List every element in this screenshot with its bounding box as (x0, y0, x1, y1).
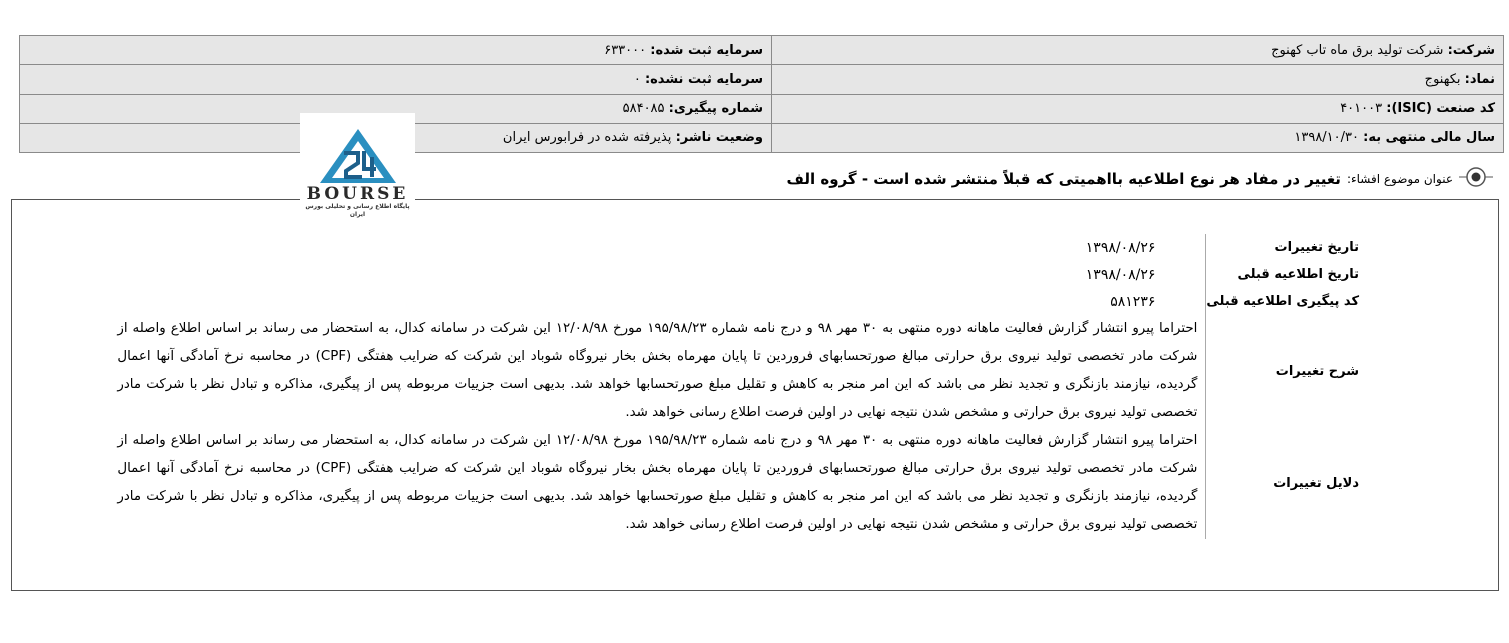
info-row (20, 65, 1504, 94)
info-row (20, 36, 1504, 65)
publisher-status-value: پذیرفته شده در فرابورس ایران (502, 130, 672, 146)
prev-tracking-code-label: کد پیگیری اطلاعیه قبلی (1206, 288, 1367, 315)
publisher-status-label: وضعیت ناشر: (675, 130, 763, 146)
bourse-logo-icon (318, 127, 398, 185)
change-description-label: شرح تغییرات (1206, 315, 1367, 427)
symbol-cell (772, 65, 1504, 94)
unregistered-capital-value: ۰ (633, 71, 641, 87)
symbol-label: نماد: (1464, 71, 1495, 87)
isic-label: کد صنعت (ISIC): (1386, 101, 1495, 117)
fiscal-year-label: سال مالی منتهی به: (1363, 130, 1495, 146)
detail-row (117, 288, 1367, 315)
fiscal-year-cell (772, 123, 1504, 152)
prev-tracking-code-value: ۵۸۱۲۳۶ (1110, 293, 1156, 310)
change-reasons-cell (117, 427, 1206, 539)
logo-subtitle: پایگاه اطلاع رسانی و تحلیلی بورس ایران (305, 203, 410, 218)
subject-label: عنوان موضوع افشاء: (1346, 172, 1453, 186)
prev-notice-date-value: ۱۳۹۸/۰۸/۲۶ (1085, 266, 1156, 283)
tracking-value: ۵۸۴۰۸۵ (622, 101, 665, 117)
fiscal-year-value: ۱۳۹۸/۱۰/۳۰ (1294, 130, 1359, 146)
info-row (20, 123, 1504, 152)
company-cell (772, 36, 1504, 65)
isic-cell (772, 94, 1504, 123)
logo-text: BOURSE (306, 184, 409, 204)
change-date-value: ۱۳۹۸/۰۸/۲۶ (1085, 239, 1156, 256)
change-reasons-value: احتراما پیرو انتشار گزارش فعالیت ماهانه دوره منتهی به ۳۰ مهر ۹۸ و درج نامه شماره ۱۹۵/۹۸/۲۳ مورخ ۱۲/۰۸/۹۸ این شرکت در سامانه کدال، به استحضار می رساند بر اساس اطلاع واصله از شرکت مادر تخصصی تولید نیروی برق حرارتی مبالغ صورتحسابهای فروردین تا پایان مهرماه بخش بخار نیروگاه شوباد این شرکت که ضرایب هفتگی (CPF) در محاسبه نرخ آمادگی آنها اعمال گردیده، نیازمند بازنگری و تجدید نظر می باشد که این امر منجر به کاهش و تقلیل مبلغ صورتحسابها خواهد شد. بدیهی است جزییات مربوطه پس از پیگیری، مذاکره و تبادل نظر با شرکت مادر تخصصی تولید نیروی برق حرارتی و مشخص شدن نتیجه نهایی در اولین فرصت اطلاع رسانی خواهد شد. (117, 433, 1198, 532)
subject-value: تغییر در مفاد هر نوع اطلاعیه بااهمیتی که قبلاً منتشر شده است - گروه الف (786, 170, 1341, 188)
detail-row (117, 427, 1367, 539)
detail-row (117, 261, 1367, 288)
bourse-logo (300, 113, 415, 221)
isic-value: ۴۰۱۰۰۳ (1340, 101, 1383, 117)
unregistered-capital-cell (20, 65, 772, 94)
registered-capital-value: ۶۳۳۰۰۰ (604, 42, 647, 58)
company-value: شرکت تولید برق ماه تاب کهنوج (1271, 42, 1444, 58)
info-row (20, 94, 1504, 123)
change-reasons-label: دلایل تغییرات (1206, 427, 1367, 539)
disclosure-title (787, 165, 1493, 193)
detail-row (117, 234, 1367, 261)
prev-notice-date-label: تاریخ اطلاعیه قبلی (1206, 261, 1367, 288)
unregistered-capital-label: سرمایه ثبت نشده: (644, 71, 763, 87)
change-description-cell (117, 315, 1206, 427)
symbol-value: بکهنوج (1424, 71, 1461, 87)
company-label: شرکت: (1447, 42, 1495, 58)
tracking-label: شماره پیگیری: (668, 101, 763, 117)
change-date-label: تاریخ تغییرات (1206, 234, 1367, 261)
target-icon (1459, 165, 1493, 193)
registered-capital-label: سرمایه ثبت شده: (650, 42, 763, 58)
registered-capital-cell (20, 36, 772, 65)
details-table (117, 234, 1367, 539)
detail-row (117, 315, 1367, 427)
company-info-table (19, 35, 1504, 153)
change-description-value: احتراما پیرو انتشار گزارش فعالیت ماهانه دوره منتهی به ۳۰ مهر ۹۸ و درج نامه شماره ۱۹۵/۹۸/۲۳ مورخ ۱۲/۰۸/۹۸ این شرکت در سامانه کدال، به استحضار می رساند بر اساس اطلاع واصله از شرکت مادر تخصصی تولید نیروی برق حرارتی مبالغ صورتحسابهای فروردین تا پایان مهرماه بخش بخار نیروگاه شوباد این شرکت که ضرایب هفتگی (CPF) در محاسبه نرخ آمادگی آنها اعمال گردیده، نیازمند بازنگری و تجدید نظر می باشد که این امر منجر به کاهش و تقلیل مبلغ صورتحسابها خواهد شد. بدیهی است جزییات مربوطه پس از پیگیری، مذاکره و تبادل نظر با شرکت مادر تخصصی تولید نیروی برق حرارتی و مشخص شدن نتیجه نهایی در اولین فرصت اطلاع رسانی خواهد شد. (117, 321, 1198, 420)
